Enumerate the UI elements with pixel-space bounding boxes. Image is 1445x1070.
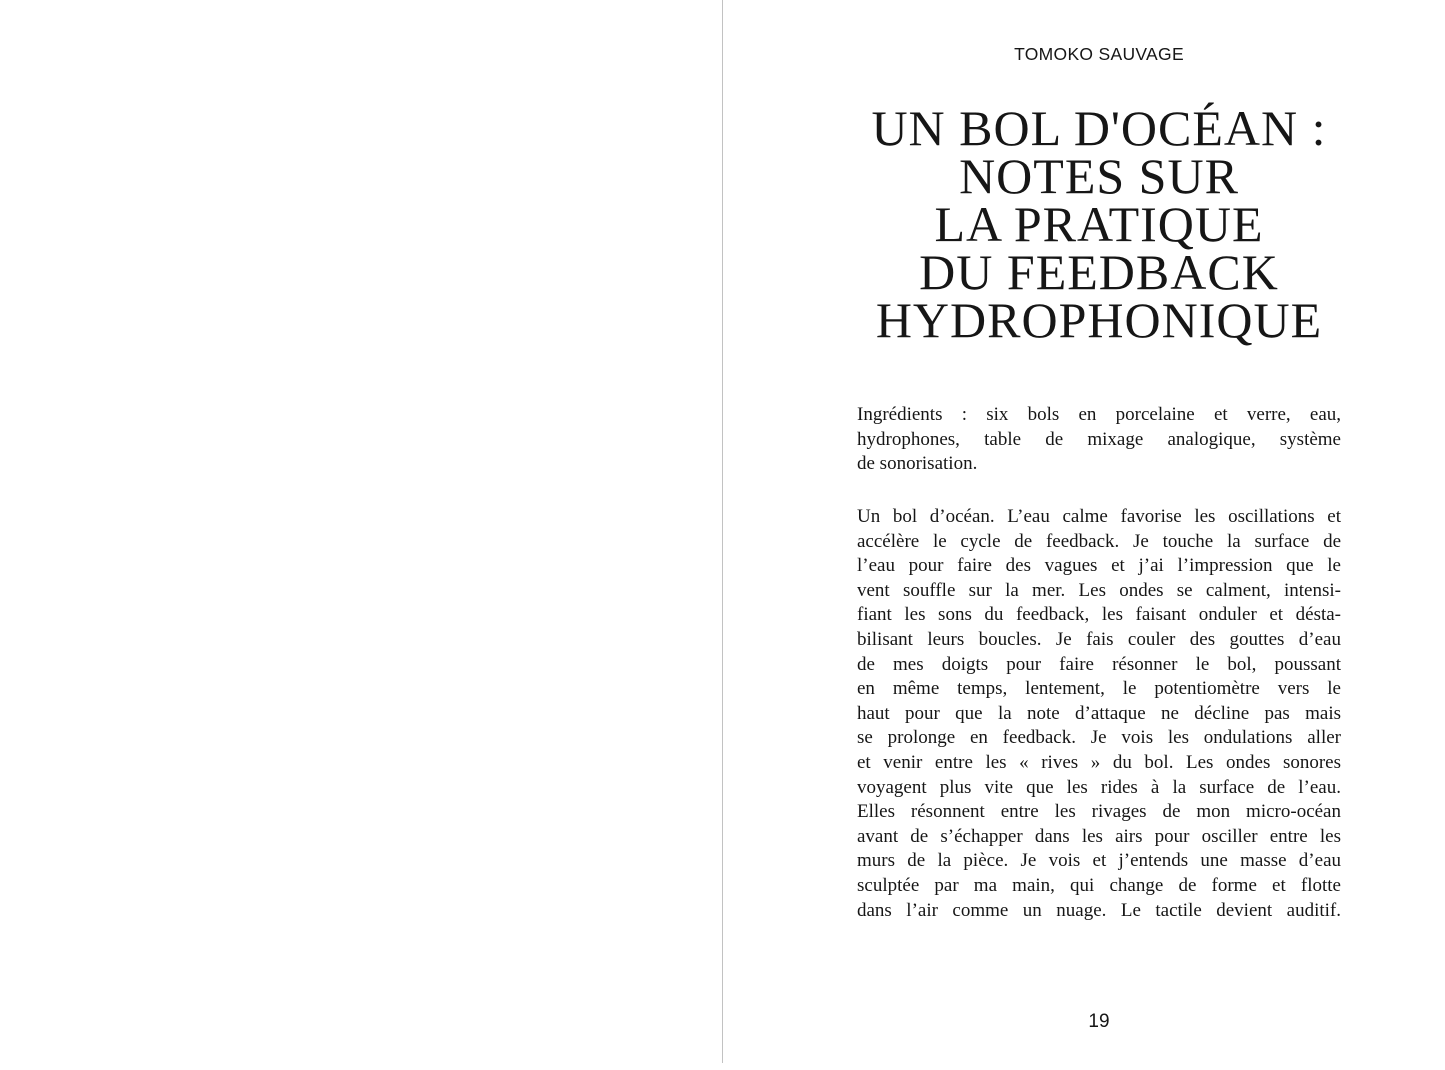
text-line: dans l’air comme un nuage. Le tactile devient auditif. [857,899,1341,921]
article-title [847,100,1351,348]
text-line: vent souffle sur la mer. Les ondes se calment, intensi- [857,579,1341,601]
text-column [857,0,1341,1070]
right-page [723,0,1445,1070]
text-line: murs de la pièce. Je vois et j’entends une masse d’eau [857,850,1341,872]
text-line: avant de s’échapper dans les airs pour osciller entre les [857,825,1341,847]
text-line: DU FEEDBACK [919,244,1279,300]
text-line: LA PRATIQUE [934,196,1264,252]
text-line: NOTES SUR [959,148,1239,204]
ingredients-paragraph [857,403,1341,477]
text-line: se prolonge en feedback. Je vois les ondulations aller [857,727,1341,749]
text-line: l’eau pour faire des vagues et j’ai l’impression que le [857,555,1341,577]
text-line: bilisant leurs boucles. Je fais couler des gouttes d’eau [857,628,1341,650]
text-line: sculptée par ma main, qui change de forme et flotte [857,874,1341,896]
left-page-blank [0,0,722,1070]
text-line: fiant les sons du feedback, les faisant onduler et désta- [857,604,1341,626]
text-line: et venir entre les « rives » du bol. Les ondes sonores [857,751,1341,773]
text-line: de mes doigts pour faire résonner le bol, poussant [857,653,1341,675]
text-line: HYDROPHONIQUE [875,292,1323,348]
page-number: 19 [1088,1011,1110,1032]
text-line: Un bol d’océan. L’eau calme favorise les oscillations et [857,506,1341,527]
text-line: en même temps, lentement, le potentiomètre vers le [857,678,1341,700]
body-paragraph [857,505,1341,923]
running-header-author: TOMOKO SAUVAGE [1014,44,1184,64]
text-line: Ingrédients : six bols en porcelaine et verre, eau, [857,404,1341,425]
text-line: UN BOL D'OCÉAN : [871,100,1327,156]
text-line: voyagent plus vite que les rides à la surface de l’eau. [857,776,1341,798]
text-line: de sonorisation. [857,453,978,475]
text-line: Elles résonnent entre les rivages de mon micro-océan [857,801,1341,823]
text-line: accélère le cycle de feedback. Je touche la surface de [857,530,1341,552]
text-line: hydrophones, table de mixage analogique, système [857,428,1341,450]
text-line: haut pour que la note d’attaque ne décline pas mais [857,702,1341,724]
